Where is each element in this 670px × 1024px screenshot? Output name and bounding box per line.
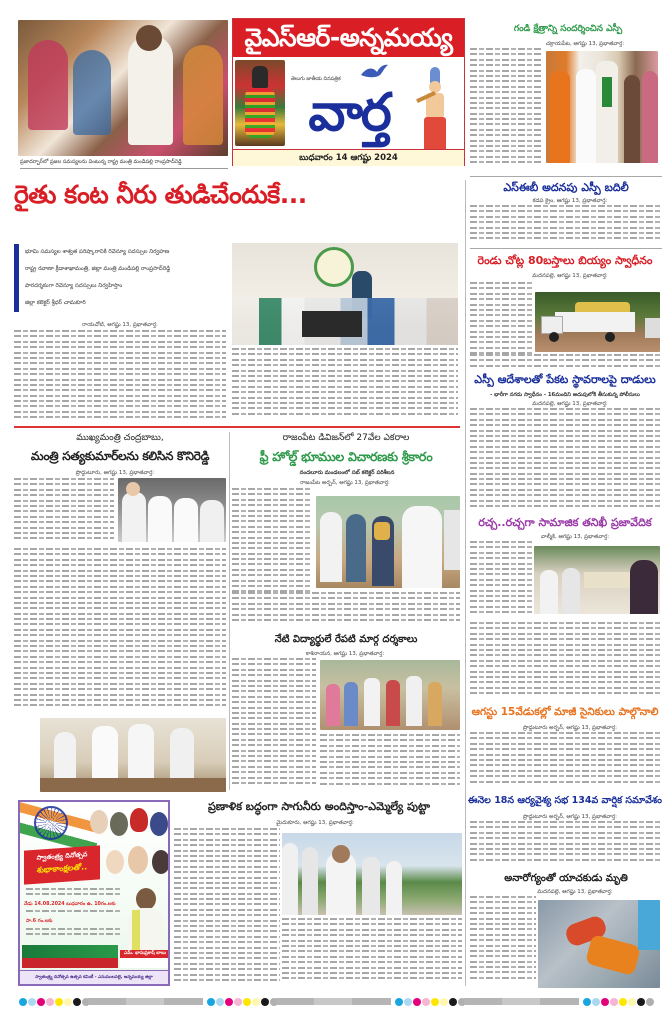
ad-footer — [20, 970, 168, 984]
soldiers-dateline: ప్రొద్దుటూరు అర్బన్, ఆగష్టు 13, ప్రభాతవార్త: — [522, 725, 618, 731]
irrigation-body-text-2 — [282, 918, 462, 988]
irrigation-body-text — [174, 828, 280, 988]
students-photo — [320, 660, 460, 730]
ad-footer-text: స్వాతంత్ర్య దినోత్సవ ఉత్సవ కమిటీ - ఎనుములపల్లె, అన్నమయ్య జిల్లా — [35, 975, 153, 980]
gandi-photo — [546, 51, 658, 163]
students-headline: నేటి విద్యార్థులే రేపటి మార్గ దర్శకాలు — [274, 634, 418, 645]
deity-image — [235, 60, 285, 146]
masthead-title: వైఎస్ఆర్-అన్నమయ్య — [244, 23, 453, 52]
ashoka-chakra-icon — [34, 806, 68, 840]
rachabanda-headline: రచ్చ..రచ్చగా సామాజిక తనిఖీ ప్రజావేదిక — [478, 516, 652, 529]
seb-dateline: కడప క్రైం, ఆగష్టు 13, ప్రభాతవార్త: — [532, 198, 608, 204]
seb-divider — [470, 176, 662, 177]
print-registration-strip — [0, 996, 670, 1008]
ad-person-photo — [124, 888, 168, 950]
ad-title-line2: శుభాకాంక్షలతో.. — [36, 862, 88, 875]
students-dateline: కాశినాయన, ఆగష్టు 13, ప్రభాతవార్త: — [305, 651, 385, 657]
cm-meet-photo — [118, 478, 226, 542]
lead-dateline: రాయచోటి, ఆగష్టు 13, ప్రభాతవార్త: — [82, 322, 158, 328]
soldiers-headline: ఆగస్టు 15వేడుకల్లో మాజీ సైనికులు పాల్గొనాలి — [471, 706, 659, 718]
freehold-subhead: నందలూరు మండలంలో సబ్ కలెక్టర్ పరిశీలన — [299, 470, 395, 476]
ap-emblem-icon — [314, 247, 354, 287]
irrigation-dateline: మైదుకూరు, ఆగష్టు 13, ప్రభాతవార్త: — [276, 820, 354, 826]
ad-red-band — [22, 958, 118, 968]
rice-divider — [470, 248, 662, 249]
raids-headline: ఎస్పీ ఆదేశాలతో పేకట స్థావరాలపై దాడులు — [474, 373, 656, 386]
cm-meet-dateline: ప్రొద్దుటూరు, ఆగష్టు 13, ప్రభాతవార్త: — [75, 470, 155, 476]
ad-body-lines-3 — [26, 928, 122, 942]
rice-dateline: మదనపల్లె, ఆగష్టు 13, ప్రభాతవార్త: — [532, 273, 608, 279]
rachabanda-body-text — [470, 541, 532, 621]
rice-body-text-2 — [470, 354, 662, 368]
section-divider — [14, 426, 460, 428]
cm-meet-photo-2 — [40, 718, 226, 792]
raids-dateline: మదనపల్లె, ఆగష్టు 13, ప్రభాతవార్త: — [532, 401, 608, 407]
leaders-portraits — [90, 808, 170, 848]
beggar-body-text — [470, 896, 536, 988]
rachabanda-photo — [534, 546, 660, 614]
lead-meeting-photo — [232, 243, 458, 345]
rachabanda-body-text-2 — [470, 622, 662, 702]
rice-truck-photo — [535, 292, 660, 352]
ad-date-line: నేడు 14.08.2024 బుధవారం ఉ. 10గం.లకు — [24, 902, 116, 907]
issue-date: బుధవారం 14 ఆగష్టు 2024 — [299, 153, 398, 163]
column-separator — [465, 180, 466, 986]
top-left-photo — [18, 20, 228, 156]
students-body-text-2 — [320, 734, 460, 790]
students-body-text — [232, 658, 316, 788]
ad-time-line: సా.6 గం.లకు — [26, 919, 53, 924]
lead-summary-4: జిల్లా కలెక్టర్ శ్రీధర్ చామకూరి — [25, 300, 86, 306]
seb-headline: ఎస్ఈబీ అదనపు ఎస్పీ బదిలీ — [503, 181, 629, 194]
irrigation-headline: ప్రణాళిక బద్ధంగా సాగునీరు అందిస్తాం-ఎమ్మెల్యే పుట్టా — [208, 800, 430, 813]
cm-meet-kicker: ముఖ్యమంత్రి చంద్రబాబు, — [76, 433, 164, 443]
rachabanda-dateline: వాల్మీకి, ఆగష్టు 13, ప్రభాతవార్త: — [540, 534, 610, 540]
masthead — [232, 18, 465, 166]
ad-person-name: ఎమ్. భానుప్రకాష్ బాబు — [120, 950, 170, 958]
rice-headline: రెండు చోట్ల 80బస్తాలు బియ్యం స్వాధీనం — [477, 254, 653, 267]
cm-meet-headline: మంత్రి సత్యకుమార్‌లను కలిసిన కొనిరెడ్డి — [30, 449, 210, 463]
independence-day-ad[interactable] — [18, 800, 170, 986]
freehold-body-text-2 — [232, 592, 460, 628]
beggar-dateline: మదనపల్లె, ఆగష్టు 13, ప్రభాతవార్త: — [537, 889, 613, 895]
beggar-photo — [538, 900, 660, 988]
raids-subhead: - భారీగా నగదు స్వాధీనం - 16మందిని అదుపులోకి తీసుకున్న పోలీసులు — [490, 392, 640, 398]
lead-summary-1: భూమి సమస్యల శాశ్వత పరిష్కారానికి రెవెన్యూ సదస్సుల నిర్వహణ — [25, 249, 170, 255]
gandi-headline: గండి క్షేత్రాన్ని సందర్శించిన ఎస్పీ — [513, 24, 623, 34]
annamayya-figure — [416, 67, 458, 159]
freehold-kicker: రాజంపేట డివిజన్‌లో 27వేల ఎకరాల — [282, 433, 410, 443]
gandi-body-text — [470, 48, 542, 166]
lead-body-text-2 — [232, 348, 458, 422]
irrigation-photo — [282, 833, 462, 915]
ad-body-lines-2 — [26, 910, 122, 918]
cm-meet-body-text — [14, 478, 114, 546]
freehold-field-photo — [316, 496, 460, 588]
ad-title-line1: స్వాతంత్ర్య దినోత్సవ — [36, 850, 88, 862]
rice-body-text — [470, 282, 532, 362]
beggar-headline: అనారోగ్యంతో యాచకుడు మృతి — [504, 873, 628, 884]
seb-body-text — [470, 205, 662, 245]
raids-body-text — [470, 408, 662, 510]
ad-body-lines — [26, 888, 122, 900]
varta-logo: వార్త — [308, 83, 390, 143]
ad-title-banner — [24, 845, 100, 884]
arya-dateline: ప్రొద్దుటూరు అర్బన్, ఆగష్టు 13, ప్రభాతవార్త: — [522, 814, 618, 820]
arya-headline: ఈనెల 18న ఆర్యవైశ్య సభ 134వ వార్షిక సమావేశం — [468, 795, 662, 806]
freehold-dateline: రాజంపేట అర్బన్, ఆగష్టు 13, ప్రభాతవార్త: — [300, 480, 390, 486]
freehold-headline: ఫ్రీ హోల్డ్ భూముల విచారణకు శ్రీకారం — [259, 449, 433, 464]
date-band — [233, 149, 464, 166]
lead-summary-3: పారదర్శకంగా రెవెన్యూ సదస్సులు నిర్వహిస్తాం — [25, 283, 123, 289]
lead-summary-box — [14, 244, 224, 312]
lead-headline: రైతు కంట నీరు తుడిచేందుకే... — [14, 180, 307, 209]
caption-divider — [20, 168, 228, 169]
arya-body-text — [470, 821, 662, 867]
soldiers-body-text — [470, 732, 662, 792]
top-left-photo-caption: ప్రజాదర్బార్‌లో ప్రజల సమస్యలను వింటున్న రాష్ట్ర మంత్రి మండిపల్లి రాంప్రసాద్‌రెడ్డి — [20, 159, 182, 165]
cm-meet-body-text-2 — [14, 548, 226, 714]
column-separator — [229, 432, 230, 790]
tagline: తెలుగు జాతీయ దినపత్రిక — [291, 76, 341, 82]
freehold-body-text — [232, 488, 312, 600]
lead-summary-2: రాష్ట్ర రవాణా క్రీడాశాఖామంత్రి, జిల్లా మంత్రి మండిపల్లి రాంప్రసాద్‌రెడ్డి — [25, 266, 171, 272]
ad-name-plate — [120, 950, 170, 968]
masthead-title-band — [233, 19, 464, 57]
politicians-portraits — [106, 846, 170, 880]
lead-body-text — [14, 330, 226, 422]
gandi-dateline: చక్రాయపేట, ఆగష్టు 13, ప్రభాతవార్త: — [545, 41, 625, 47]
